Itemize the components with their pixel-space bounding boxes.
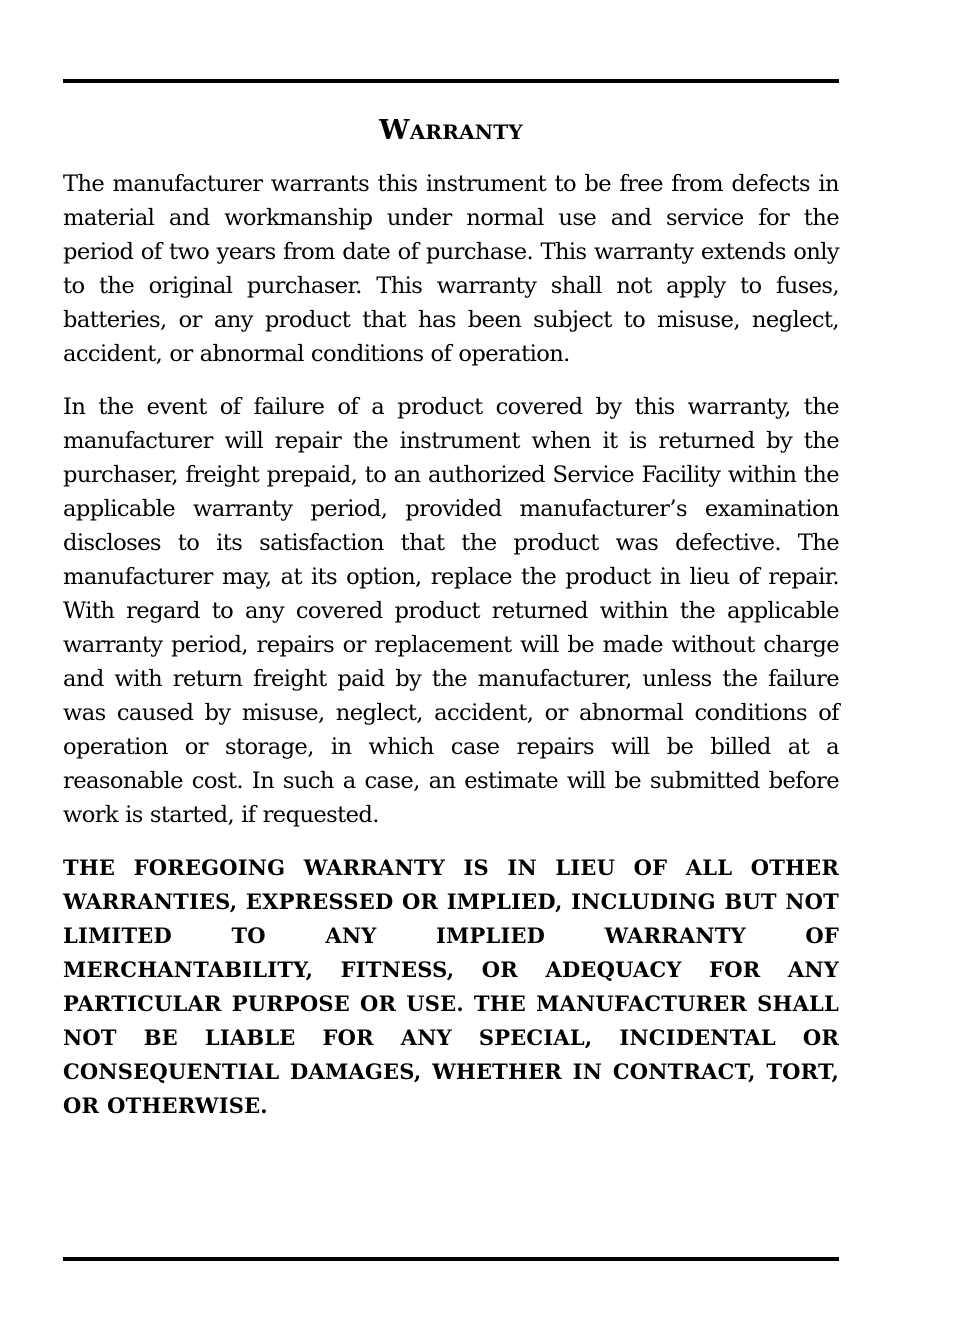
warranty-disclaimer: THE FOREGOING WARRANTY IS IN LIEU OF ALL OTHER WARRANTIES, EXPRESSED OR IMPLIED, INCLUDING BUT NOT LIMITED TO ANY IMPLIED WARRANTY OF MERCHANTABILITY, FITNESS, OR ADEQUACY FOR ANY PARTICULAR PURPOSE OR USE. THE MANUFACTURER SHALL NOT BE LIABLE FOR ANY SPECIAL, INCIDENTAL OR CONSEQUENTIAL DAMAGES, WHETHER IN CONTRACT, TORT, OR OTHERWISE.: [63, 855, 839, 1118]
warranty-paragraph-1: The manufacturer warrants this instrument to be free from defects in material and workmanship under normal use and service for the period of two years from date of purchase. This warranty extends only to the original purchaser. This warranty shall not apply to fuses, batteries, or any product that has been subject to misuse, neglect, accident, or abnormal conditions of operation.: [63, 171, 839, 367]
page-content: [63, 112, 839, 1142]
page-title: [63, 112, 839, 151]
title-initial: W: [379, 115, 410, 146]
top-rule: [63, 79, 839, 83]
title-rest: ARRANTY: [409, 120, 523, 144]
bottom-rule: [63, 1257, 839, 1261]
warranty-paragraph-2: In the event of failure of a product covered by this warranty, the manufacturer will repair the instrument when it is returned by the purchaser, freight prepaid, to an authorized Service Facility within the applicable warranty period, provided manufacturer’s examination discloses to its satisfaction that the product was defective. The manufacturer may, at its option, replace the product in lieu of repair. With regard to any covered product returned within the applicable warranty period, repairs or replacement will be made without charge and with return freight paid by the manufacturer, unless the failure was caused by misuse, neglect, accident, or abnormal conditions of operation or storage, in which case repairs will be billed at a reasonable cost. In such a case, an estimate will be submitted before work is started, if requested.: [63, 394, 839, 828]
